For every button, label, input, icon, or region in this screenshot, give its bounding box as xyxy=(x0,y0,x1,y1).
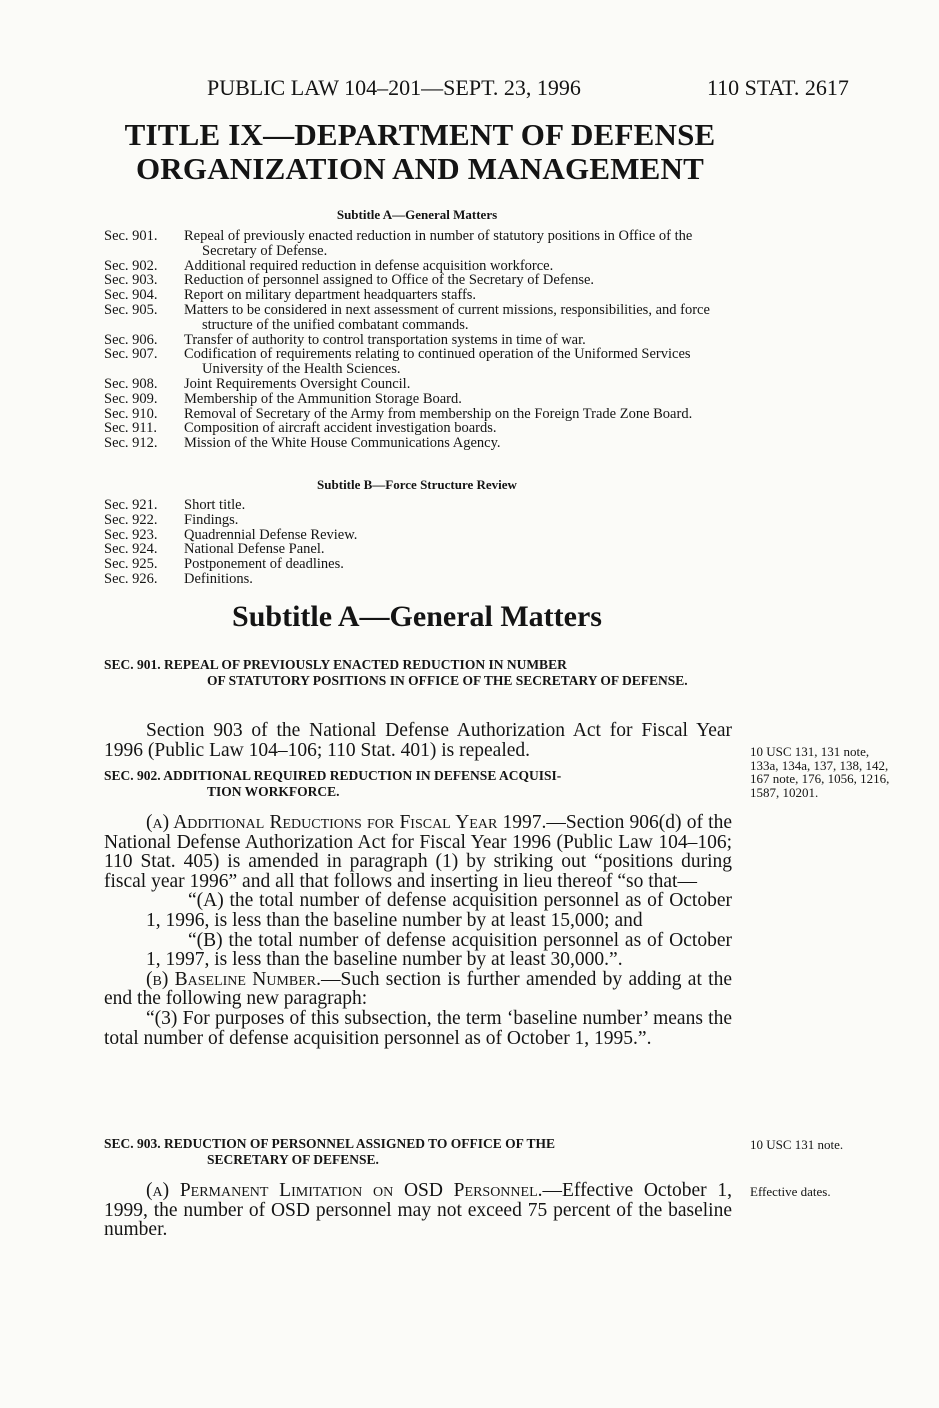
toc-item xyxy=(104,392,734,407)
running-head: PUBLIC LAW 104–201—SEPT. 23, 1996 xyxy=(207,75,581,100)
margin-note-usc-citations: 10 USC 131, 131 note, 133a, 134a, 137, 138, 142, 167 note, 176, 1056, 1216, 1587, 10201. xyxy=(750,744,890,800)
toc-text: Postponement of deadlines. xyxy=(184,556,344,573)
sec-903-heading-line1: SEC. 903. REDUCTION OF PERSONNEL ASSIGNED TO OFFICE OF THE xyxy=(104,1136,555,1151)
toc-item xyxy=(104,572,734,587)
toc-item xyxy=(104,542,734,557)
toc-item xyxy=(104,513,734,528)
toc-text: Short title. xyxy=(184,497,246,513)
toc-number: Sec. 904. xyxy=(104,287,158,304)
toc-text: Repeal of previously enacted reduction in number of statutory positions in Office of the Secretary of Defense. xyxy=(184,228,693,259)
toc-item xyxy=(104,528,734,543)
toc-number: Sec. 905. xyxy=(104,301,158,318)
toc-text: Membership of the Ammunition Storage Board. xyxy=(184,390,462,407)
subsection-a-label: (a) Additional Reductions for Fiscal Year 1997. xyxy=(146,812,547,833)
sec-901-text: Section 903 of the National Defense Authorization Act for Fiscal Year 1996 (Public Law 104–106; 110 Stat. 401) is repealed. xyxy=(104,720,732,761)
toc-number: Sec. 924. xyxy=(104,541,158,558)
toc-text: Composition of aircraft accident investigation boards. xyxy=(184,420,497,437)
toc-item xyxy=(104,421,734,436)
toc-text: Removal of Secretary of the Army from membership on the Foreign Trade Zone Board. xyxy=(184,405,693,422)
toc-number: Sec. 909. xyxy=(104,390,158,407)
margin-note-usc-131: 10 USC 131 note. xyxy=(750,1137,844,1152)
toc-item xyxy=(104,436,734,451)
toc-text: Definitions. xyxy=(184,570,253,587)
toc-number: Sec. 910. xyxy=(104,405,158,422)
toc-text: Transfer of authority to control transportation systems in time of war. xyxy=(184,331,586,348)
toc-item xyxy=(104,377,734,392)
toc-number: Sec. 903. xyxy=(104,272,158,289)
toc-subtitle-a: Subtitle A—General Matters xyxy=(336,207,498,222)
toc-item xyxy=(104,498,734,513)
toc-number: Sec. 911. xyxy=(104,420,158,437)
quote-paragraph-b: “(B) the total number of defense acquisition personnel as of October 1, 1997, is less than the baseline number by at least 30,000.”. xyxy=(146,929,732,971)
title-line-1: TITLE IX—DEPARTMENT OF DEFENSE xyxy=(124,117,716,152)
toc-number: Sec. 923. xyxy=(104,526,158,543)
sec-902-subsection-b xyxy=(104,970,732,1009)
sec-902-heading-rest: TION WORKFORCE. xyxy=(207,784,340,799)
toc-item xyxy=(104,273,734,288)
toc-subtitle-b: Subtitle B—Force Structure Review xyxy=(317,477,517,492)
toc-item xyxy=(104,288,734,303)
subtitle-a-heading: Subtitle A—General Matters xyxy=(232,600,602,633)
toc-text: Mission of the White House Communications Agency. xyxy=(184,435,501,452)
toc-text: Codification of requirements relating to continued operation of the Uniformed Services University of the Health Sciences. xyxy=(184,346,691,378)
margin-note-effective-dates: Effective dates. xyxy=(750,1184,831,1199)
page-reference: 110 STAT. 2617 xyxy=(707,75,849,100)
toc-text: Reduction of personnel assigned to Office of the Secretary of Defense. xyxy=(184,272,595,289)
subsection-b-label: (b) Baseline Number. xyxy=(146,968,321,990)
sec-902-subsection-a xyxy=(104,813,732,891)
toc-number: Sec. 908. xyxy=(104,375,158,392)
toc-item xyxy=(104,407,734,422)
toc-number: Sec. 922. xyxy=(104,511,158,528)
toc-text: Matters to be considered in next assessment of current missions, responsibilities, and force structure of the unified combatant commands. xyxy=(184,301,710,333)
title-block xyxy=(110,118,730,186)
toc-text: Findings. xyxy=(184,511,239,528)
sec-901-heading-rest: OF STATUTORY POSITIONS IN OFFICE OF THE SECRETARY OF DEFENSE. xyxy=(207,673,688,688)
sec-903-subsection-a xyxy=(104,1181,732,1240)
sec-902-body xyxy=(104,813,732,1048)
sec-903-heading xyxy=(104,1136,732,1168)
toc-item xyxy=(104,557,734,572)
sec-901-body xyxy=(104,721,732,760)
toc-number: Sec. 901. xyxy=(104,228,158,244)
subsection-a-text: —Section 906(d) of the National Defense Authorization Act for Fiscal Year 1996 (Public Law 104–106; 110 Stat. 405) is amended in paragraph (1) by striking out “positions during fiscal year 1996” and all that follows and inserting in lieu thereof “so that— xyxy=(104,812,732,892)
toc-number: Sec. 912. xyxy=(104,435,158,452)
toc-number: Sec. 925. xyxy=(104,556,158,573)
sec-901-heading-line1: SEC. 901. REPEAL OF PREVIOUSLY ENACTED REDUCTION IN NUMBER xyxy=(104,657,567,672)
toc-number: Sec. 907. xyxy=(104,346,158,363)
sec-901-heading xyxy=(104,657,732,689)
quote-paragraph-a: “(A) the total number of defense acquisition personnel as of October 1, 1996, is less than the baseline number by at least 15,000; and xyxy=(146,890,732,931)
toc-item xyxy=(104,347,734,377)
sec-903-heading-rest: SECRETARY OF DEFENSE. xyxy=(207,1152,379,1167)
toc-text: Report on military department headquarters staffs. xyxy=(184,287,477,304)
toc-number: Sec. 902. xyxy=(104,257,158,274)
title-line-2: ORGANIZATION AND MANAGEMENT xyxy=(135,151,705,186)
toc-item xyxy=(104,259,734,274)
toc-item xyxy=(104,303,734,333)
quote-paragraph-3: “(3) For purposes of this subsection, the term ‘baseline number’ means the total number of defense acquisition personnel as of October 1, 1995.”. xyxy=(104,1007,732,1049)
toc-item xyxy=(104,229,734,259)
toc-text: Quadrennial Defense Review. xyxy=(184,526,358,543)
subsection-a-text: —Effective October 1, 1999, the number of OSD personnel may not exceed 75 percent of the baseline number. xyxy=(104,1180,732,1241)
sec-902-heading-line1: SEC. 902. ADDITIONAL REQUIRED REDUCTION IN DEFENSE ACQUISI- xyxy=(104,768,562,783)
toc-item xyxy=(104,333,734,348)
sec-903-body xyxy=(104,1181,732,1240)
toc-number: Sec. 921. xyxy=(104,497,158,513)
toc-number: Sec. 926. xyxy=(104,570,158,587)
toc-text: National Defense Panel. xyxy=(184,541,325,558)
toc-list-a xyxy=(104,229,734,451)
toc-text: Joint Requirements Oversight Council. xyxy=(184,375,411,392)
toc-text: Additional required reduction in defense acquisition workforce. xyxy=(184,257,554,274)
sec-902-heading xyxy=(104,768,732,800)
subsection-a-label: (a) Permanent Limitation on OSD Personnel. xyxy=(146,1180,543,1201)
toc-list-b xyxy=(104,498,734,587)
toc-number: Sec. 906. xyxy=(104,331,158,348)
subsection-b-text: —Such section is further amended by adding at the end the following new paragraph: xyxy=(104,968,732,1010)
